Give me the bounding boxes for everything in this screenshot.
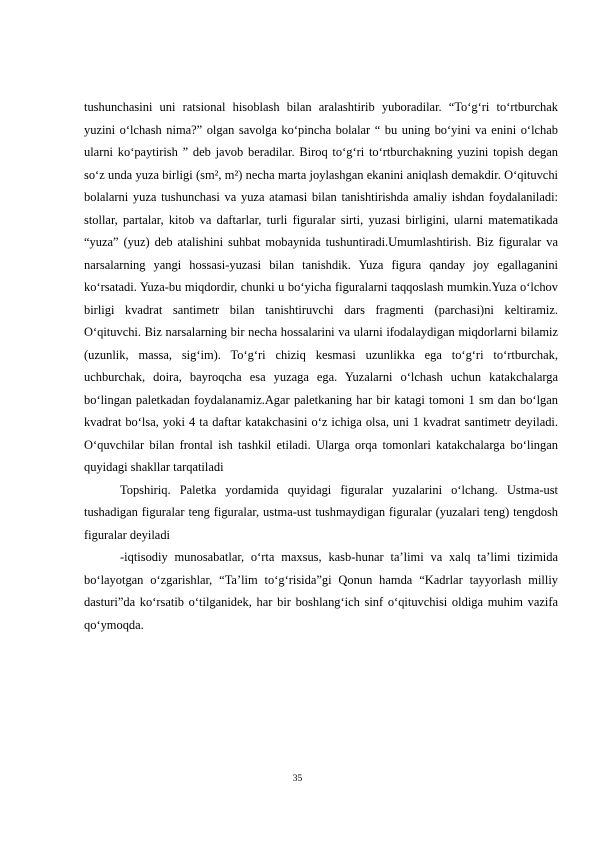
body-text bbox=[84, 96, 558, 636]
paragraph-task: Topshiriq. Paletka yordamida quyidagi figuralar yuzalarini o‘lchang. Ustma-ust tushadigan figuralar teng figuralar, ustma-ust tushmaydigan figuralar (yuzalari teng) tengdosh figuralar deyiladi bbox=[84, 482, 558, 542]
page-number: 35 bbox=[292, 774, 303, 784]
paragraph-area-concept: tushunchasini uni ratsional hisoblash bilan aralashtirib yuboradilar. “To‘g‘ri to‘rtburchak yuzini o‘lchash nima?” olgan savolga ko‘pincha bolalar “ bu uning bo‘yini va enini o‘lchab ularni ko‘paytirish ” deb javob beradilar. Biroq to‘g‘ri to‘rtburchakning yuzini topish degan so‘z unda yuza birligi (sm², m²) necha marta joylashgan ekanini aniqlash demakdir. O‘qituvchi bolalarni yuza tushunchasi va yuza atamasi bilan tanishtirishda amaliy ishdan foydalaniladi: stollar, partalar, kitob va daftarlar, turli figuralar sirti, yuzasi birligini, ularni matematikada “yuza” (yuz) deb atalishini suhbat mobaynida tushuntiradi.Umumlashtirish. Biz figuralar va narsalarning yangi hossasi-yuzasi bilan tanishdik. Yuza figura qanday joy egallaganini ko‘rsatadi. Yuza-bu miqdordir, chunki u bo‘yicha figuralarni taqqoslash mumkin.Yuza o‘lchov birligi kvadrat santimetr bilan tanishtiruvchi dars fragmenti (parchasi)ni keltiramiz. O‘qituvchi. Biz narsalarning bir necha hossalarini va ularni ifodalaydigan miqdorlarni bilamiz (uzunlik, massa, sig‘im). To‘g‘ri chiziq kesmasi uzunlikka ega to‘g‘ri to‘rtburchak, uchburchak, doira, bayroqcha esa yuzaga ega. Yuzalarni o‘lchash uchun katakchalarga bo‘lingan paletkadan foydalanamiz.Agar paletkaning har bir katagi tomoni 1 sm dan bo‘lgan kvadrat bo‘lsa, yoki 4 ta daftar katakchasini o‘z ichiga olsa, uni 1 kvadrat santimetr deyiladi. O‘quvchilar bilan frontal ish tashkil etiladi. Ularga orqa tomonlari katakchalarga bo‘lingan quyidagi shakllar tarqatiladi bbox=[84, 100, 558, 474]
paragraph-reforms: -iqtisodiy munosabatlar, o‘rta maxsus, kasb-hunar ta’limi va xalq ta’limi tizimida bo‘layotgan o‘zgarishlar, “Ta’lim to‘g‘risida”gi Qonun hamda “Kadrlar tayyorlash milliy dasturi”da ko‘rsatib o‘tilganidek, har bir boshlang‘ich sinf o‘qituvchisi oldiga muhim vazifa qo‘ymoqda. bbox=[84, 550, 558, 632]
